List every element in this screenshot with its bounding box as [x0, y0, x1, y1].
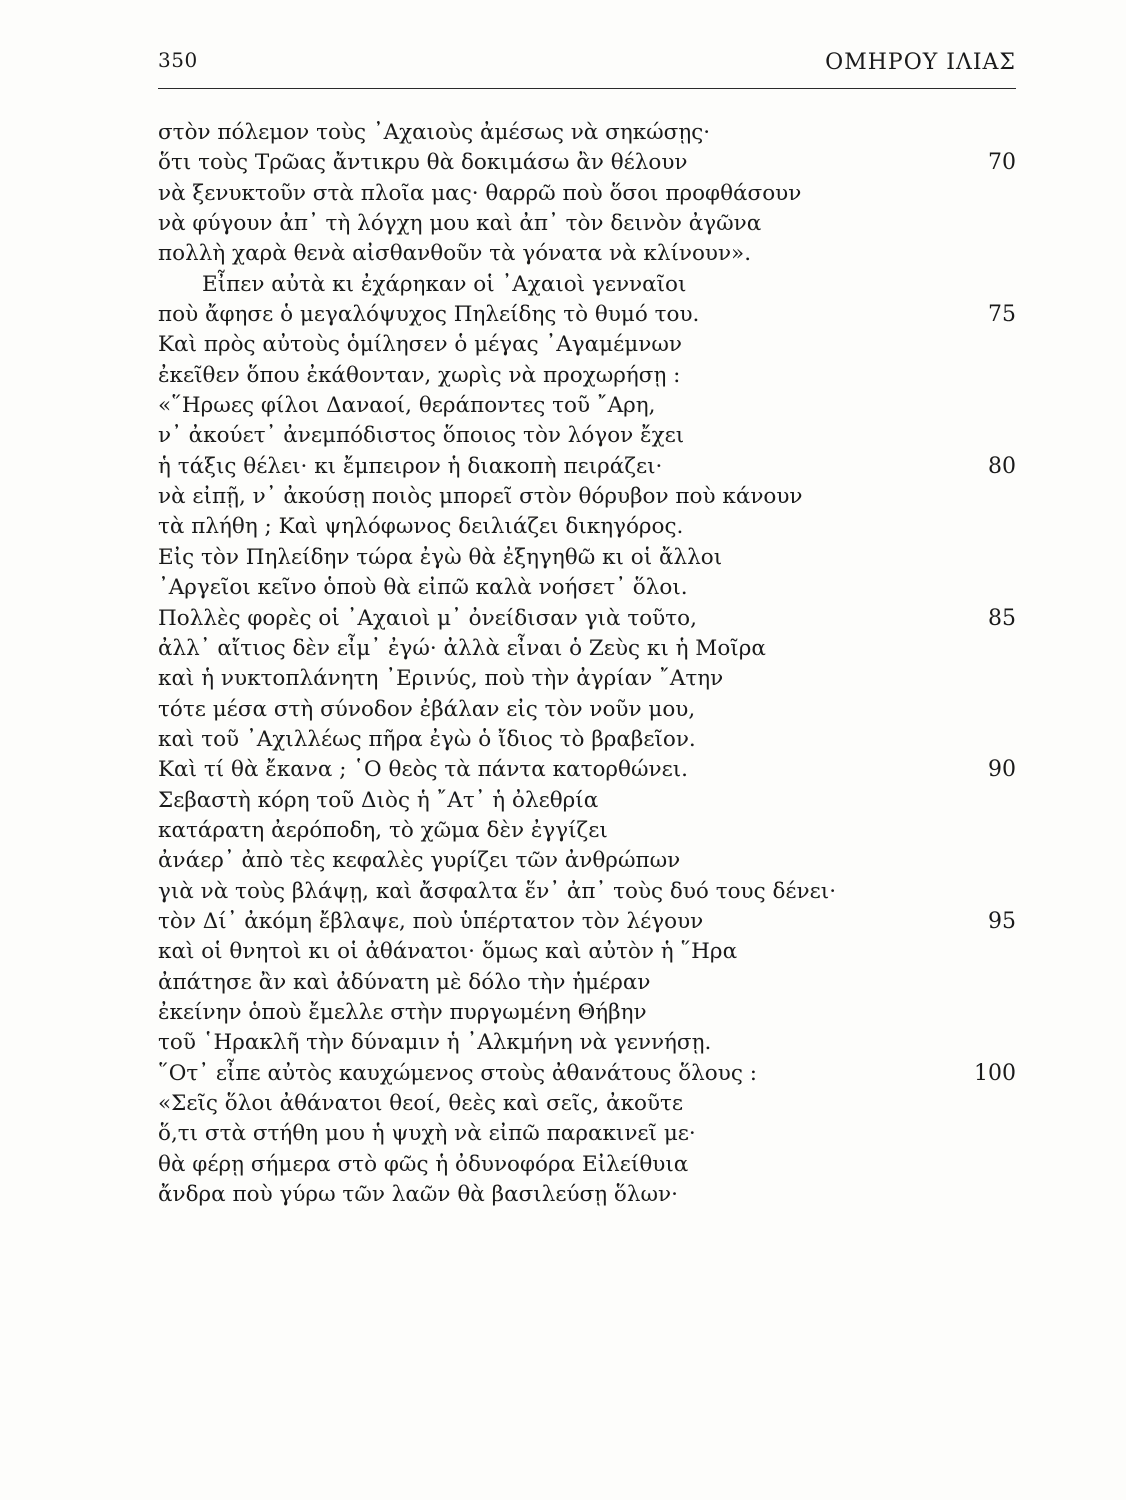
- verse-text: Καὶ πρὸς αὐτοὺς ὁμίλησεν ὁ μέγας ᾿Αγαμέμνων: [158, 332, 682, 358]
- verse-line: [158, 1180, 1016, 1210]
- verse-text: ῞Οτ᾿ εἶπε αὐτὸς καυχώμενος στοὺς ἀθανάτους ὅλους :: [158, 1060, 757, 1086]
- running-title: ΟΜΗΡΟΥ ΙΛΙΑΣ: [825, 50, 1016, 75]
- verse-line: [158, 695, 1016, 725]
- verse-text: καὶ ἡ νυκτοπλάνητη ᾿Ερινύς, ποὺ τὴν ἀγρίαν ῎Ατην: [158, 666, 724, 692]
- verse-number: 100: [974, 1060, 1016, 1086]
- verse-text: τότε μέσα στὴ σύνοδον ἐβάλαν εἰς τὸν νοῦν μου,: [158, 696, 696, 722]
- verse-line: [158, 604, 1016, 634]
- verse-text: ἐκεῖθεν ὅπου ἐκάθονταν, χωρὶς νὰ προχωρήσῃ :: [158, 362, 681, 388]
- page-header: [158, 44, 1016, 84]
- verse-line: [158, 998, 1016, 1028]
- verse-line: [158, 482, 1016, 512]
- verse-line: [158, 543, 1016, 573]
- verse-line: [158, 846, 1016, 876]
- verse-line: [158, 179, 1016, 209]
- verse-line: [158, 118, 1016, 148]
- verse-text: ἄνδρα ποὺ γύρω τῶν λαῶν θὰ βασιλεύσῃ ὅλων·: [158, 1182, 678, 1208]
- verse-text: θὰ φέρῃ σήμερα στὸ φῶς ἡ ὀδυνοφόρα Εἰλείθυια: [158, 1151, 689, 1177]
- verse-number: 85: [988, 605, 1016, 631]
- verse-text: ἀλλ᾿ αἴτιος δὲν εἶμ᾿ ἐγώ· ἀλλὰ εἶναι ὁ Ζεὺς κι ἡ Μοῖρα: [158, 635, 766, 661]
- verse-line: [158, 968, 1016, 998]
- verse-text: ἀπάτησε ἂν καὶ ἀδύνατη μὲ δόλο τὴν ἡμέραν: [158, 969, 651, 995]
- verse-line: [158, 1150, 1016, 1180]
- verse-text: πολλὴ χαρὰ θενὰ αἰσθανθοῦν τὰ γόνατα νὰ κλίνουν».: [158, 241, 752, 267]
- verse-text: ἐκείνην ὁποὺ ἔμελλε στὴν πυργωμένη Θήβην: [158, 999, 647, 1025]
- verse-line: [158, 209, 1016, 239]
- verse-line: [158, 664, 1016, 694]
- verse-line: [158, 1028, 1016, 1058]
- verse-line: [158, 391, 1016, 421]
- verse-line: [158, 816, 1016, 846]
- verse-line: [158, 937, 1016, 967]
- verse-line: [158, 907, 1016, 937]
- verse-text: καὶ τοῦ ᾿Αχιλλέως πῆρα ἐγὼ ὁ ἴδιος τὸ βραβεῖον.: [158, 726, 696, 752]
- verse-line: [158, 330, 1016, 360]
- verse-text: Εἶπεν αὐτὰ κι ἐχάρηκαν οἱ ᾿Αχαιοὶ γενναῖοι: [202, 271, 687, 297]
- verse-text: τὸν Δί᾿ ἀκόμη ἔβλαψε, ποὺ ὑπέρτατον τὸν λέγουν: [158, 908, 704, 934]
- verse-text: ἀνάερ᾿ ἀπὸ τὲς κεφαλὲς γυρίζει τῶν ἀνθρώπων: [158, 848, 681, 874]
- verse-text: Πολλὲς φορὲς οἱ ᾿Αχαιοὶ μ᾿ ὀνείδισαν γιὰ τοῦτο,: [158, 605, 697, 631]
- verse-line: [158, 512, 1016, 542]
- verse-text: νὰ εἰπῇ, ν᾿ ἀκούσῃ ποιὸς μπορεῖ στὸν θόρυβον ποὺ κάνουν: [158, 484, 803, 510]
- verse-text: ν᾿ ἀκούετ᾿ ἀνεμπόδιστος ὅποιος τὸν λόγον ἔχει: [158, 423, 685, 449]
- verse-line: [158, 148, 1016, 178]
- verse-line: [158, 1119, 1016, 1149]
- verse-text: ὅ,τι στὰ στήθη μου ἡ ψυχὴ νὰ εἰπῶ παρακινεῖ με·: [158, 1121, 696, 1147]
- verse-number: 75: [988, 302, 1016, 328]
- verse-text: στὸν πόλεμον τοὺς ᾿Αχαιοὺς ἀμέσως νὰ σηκώσῃς·: [158, 120, 711, 145]
- verse-text: καὶ οἱ θνητοὶ κι οἱ ἀθάνατοι· ὅμως καὶ αὐτὸν ἡ ῞Ηρα: [158, 939, 738, 965]
- verse-text: γιὰ νὰ τοὺς βλάψῃ, καὶ ἄσφαλτα ἕν᾿ ἀπ᾿ τοὺς δυό τους δένει·: [158, 878, 837, 904]
- verse-line: [158, 300, 1016, 330]
- verse-line: [158, 239, 1016, 269]
- verse-line: [158, 1059, 1016, 1089]
- verse-text: νὰ φύγουν ἀπ᾿ τὴ λόγχη μου καὶ ἀπ᾿ τὸν δεινὸν ἀγῶνα: [158, 211, 762, 237]
- verse-number: 70: [988, 150, 1016, 176]
- verse-text: Εἰς τὸν Πηλείδην τώρα ἐγὼ θὰ ἐξηγηθῶ κι οἱ ἄλλοι: [158, 544, 723, 570]
- page-number: 350: [158, 48, 198, 72]
- verse-text: Σεβαστὴ κόρη τοῦ Διὸς ἡ ῎Ατ᾿ ἡ ὀλεθρία: [158, 787, 599, 813]
- verse-text: τὰ πλήθη ; Καὶ ψηλόφωνος δειλιάζει δικηγόρος.: [158, 514, 684, 540]
- verse-line: [158, 877, 1016, 907]
- verse-line: [158, 361, 1016, 391]
- verse-list: [158, 118, 1016, 1210]
- verse-line: [158, 421, 1016, 451]
- verse-line: [158, 786, 1016, 816]
- verse-text: ποὺ ἄφησε ὁ μεγαλόψυχος Πηλείδης τὸ θυμό του.: [158, 302, 700, 328]
- verse-text: κατάρατη ἀερόποδη, τὸ χῶμα δὲν ἐγγίζει: [158, 817, 608, 843]
- verse-text: Καὶ τί θὰ ἔκανα ; ῾Ο θεὸς τὰ πάντα κατορθώνει.: [158, 757, 689, 783]
- verse-number: 80: [988, 453, 1016, 479]
- verse-text: νὰ ξενυκτοῦν στὰ πλοῖα μας· θαρρῶ ποὺ ὅσοι προφθάσουν: [158, 180, 802, 206]
- verse-line: [158, 270, 1016, 300]
- verse-line: [158, 452, 1016, 482]
- verse-line: [158, 1089, 1016, 1119]
- verse-line: [158, 573, 1016, 603]
- header-rule: [158, 88, 1016, 89]
- verse-line: [158, 755, 1016, 785]
- verse-text: «῞Ηρωες φίλοι Δαναοί, θεράποντες τοῦ ῎Αρη,: [158, 393, 656, 419]
- verse-text: ἡ τάξις θέλει· κι ἔμπειρον ἡ διακοπὴ πειράζει·: [158, 453, 663, 479]
- verse-line: [158, 725, 1016, 755]
- verse-text: ᾿Αργεῖοι κεῖνο ὁποὺ θὰ εἰπῶ καλὰ νοήσετ᾿ ὅλοι.: [158, 575, 688, 601]
- verse-text: ὅτι τοὺς Τρῶας ἄντικρυ θὰ δοκιμάσω ἂν θέλουν: [158, 150, 688, 176]
- verse-text: τοῦ ῾Ηρακλῆ τὴν δύναμιν ἡ ᾿Αλκμήνη νὰ γεννήσῃ.: [158, 1030, 712, 1056]
- verse-number: 90: [988, 757, 1016, 783]
- verse-line: [158, 634, 1016, 664]
- verse-number: 95: [988, 908, 1016, 934]
- verse-text: «Σεῖς ὅλοι ἀθάνατοι θεοί, θεὲς καὶ σεῖς, ἀκοῦτε: [158, 1091, 684, 1116]
